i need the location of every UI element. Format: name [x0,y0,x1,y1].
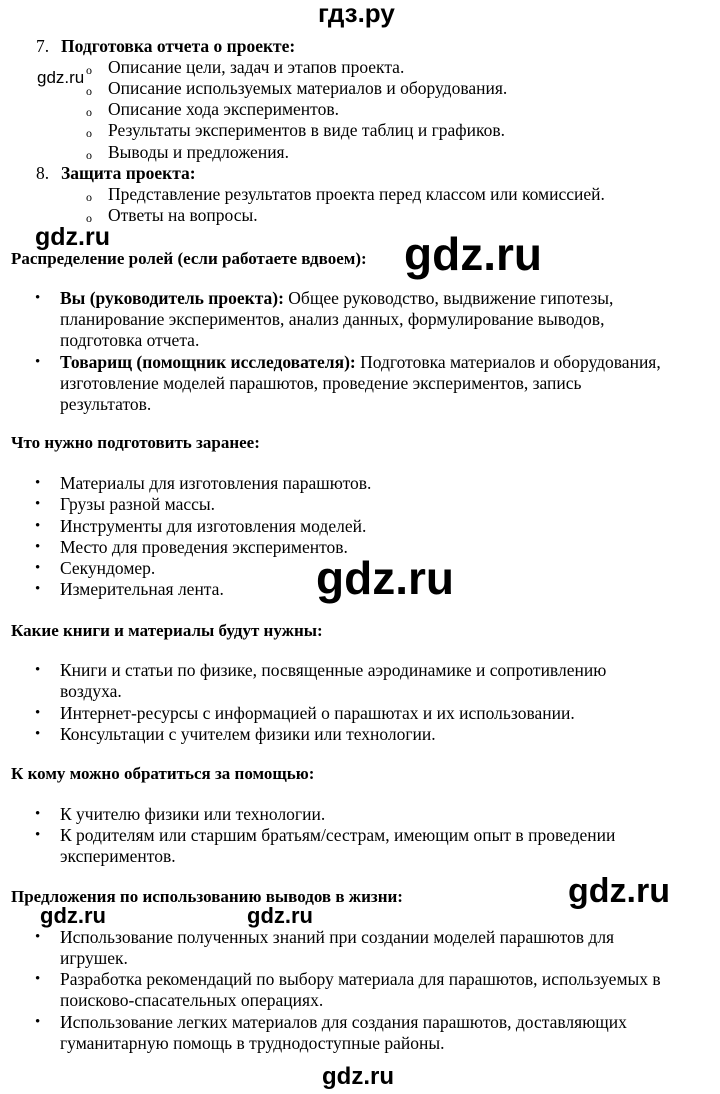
list-item: Описание цели, задач и этапов проекта. [108,57,405,77]
list-item: Представление результатов проекта перед классом или комиссией. [108,184,605,204]
list-item-line: поисково-спасательных операциях. [60,990,324,1010]
list-item: Выводы и предложения. [108,142,289,162]
help-heading: К кому можно обратиться за помощью: [11,764,315,783]
list-item: Разработка рекомендаций по выбору материала для парашютов, используемых в [60,969,661,989]
role-leader-title: Вы (руководитель проекта): [60,288,284,308]
list-item: Описание хода экспериментов. [108,99,339,119]
list-item: Инструменты для изготовления моделей. [60,516,367,536]
list-item: Секундомер. [60,558,156,578]
watermark: gdz.ru [35,223,110,251]
circle-bullet-icon: o [86,190,92,204]
role-leader [60,288,613,309]
list-item-line: гуманитарную помощь в труднодоступные районы. [60,1033,445,1053]
list-item-line: игрушек. [60,948,128,968]
usage-heading: Предложения по использованию выводов в жизни: [11,887,403,906]
role-assistant-title: Товарищ (помощник исследователя): [60,352,356,372]
bullet-icon: • [35,496,41,512]
bullet-icon: • [35,929,41,945]
bullet-icon: • [35,705,41,721]
list-item: Место для проведения экспериментов. [60,537,348,557]
circle-bullet-icon: o [86,126,92,140]
list-item: Использование полученных знаний при создании моделей парашютов для [60,927,615,947]
list-item: Результаты экспериментов в виде таблиц и графиков. [108,120,506,140]
circle-bullet-icon: o [86,63,92,77]
bullet-icon: • [35,971,41,987]
role-assistant-line: изготовление моделей парашютов, проведение экспериментов, запись [60,373,582,393]
list-item: Измерительная лента. [60,579,224,599]
list-item-line: воздуха. [60,681,122,701]
list-item: Книги и статьи по физике, посвященные аэродинамике и сопротивлению [60,660,607,680]
circle-bullet-icon: o [86,148,92,162]
roles-heading: Распределение ролей (если работаете вдвоем): [11,249,367,268]
bullet-icon: • [35,354,41,370]
role-leader-line: планирование экспериментов, анализ данных, формулирование выводов, [60,309,605,329]
list-item: Описание используемых материалов и оборудования. [108,78,508,98]
prepare-heading: Что нужно подготовить заранее: [11,433,260,452]
list-item: Ответы на вопросы. [108,205,258,225]
watermark: gdz.ru [37,68,85,87]
list-item: Грузы разной массы. [60,494,216,514]
list-item: Материалы для изготовления парашютов. [60,473,372,493]
books-heading: Какие книги и материалы будут нужны: [11,621,323,640]
role-leader-text: Общее руководство, выдвижение гипотезы, [283,288,614,308]
role-leader-line: подготовка отчета. [60,330,200,350]
bullet-icon: • [35,560,41,576]
bullet-icon: • [35,290,41,306]
watermark: gdz.ru [568,872,670,910]
bullet-icon: • [35,827,41,843]
watermark: gdz.ru [404,228,542,280]
bullet-icon: • [35,1014,41,1030]
bullet-icon: • [35,518,41,534]
list-item: К учителю физики или технологии. [60,804,326,824]
bullet-icon: • [35,581,41,597]
list-item: К родителям или старшим братьям/сестрам, имеющим опыт в проведении [60,825,616,845]
circle-bullet-icon: o [86,105,92,119]
role-assistant-text: Подготовка материалов и оборудования, [355,352,661,372]
list-item-line: экспериментов. [60,846,176,866]
watermark: gdz.ru [247,903,313,928]
role-assistant [60,352,661,373]
circle-bullet-icon: o [86,211,92,225]
step-8-number: 8. [36,163,50,183]
step-7-title: Подготовка отчета о проекте: [61,36,296,56]
circle-bullet-icon: o [86,84,92,98]
bullet-icon: • [35,806,41,822]
role-assistant-line: результатов. [60,394,152,414]
step-8-title: Защита проекта: [61,163,196,183]
list-item: Интернет-ресурсы с информацией о парашютах и их использовании. [60,703,575,723]
footer-watermark: gdz.ru [322,1063,394,1090]
bullet-icon: • [35,475,41,491]
list-item: Консультации с учителем физики или технологии. [60,724,436,744]
list-item: Использование легких материалов для создания парашютов, доставляющих [60,1012,627,1032]
bullet-icon: • [35,662,41,678]
step-7-number: 7. [36,36,50,56]
bullet-icon: • [35,726,41,742]
watermark: gdz.ru [40,903,106,928]
bullet-icon: • [35,539,41,555]
header-watermark: гдз.ру [318,0,395,28]
watermark: gdz.ru [316,552,454,604]
